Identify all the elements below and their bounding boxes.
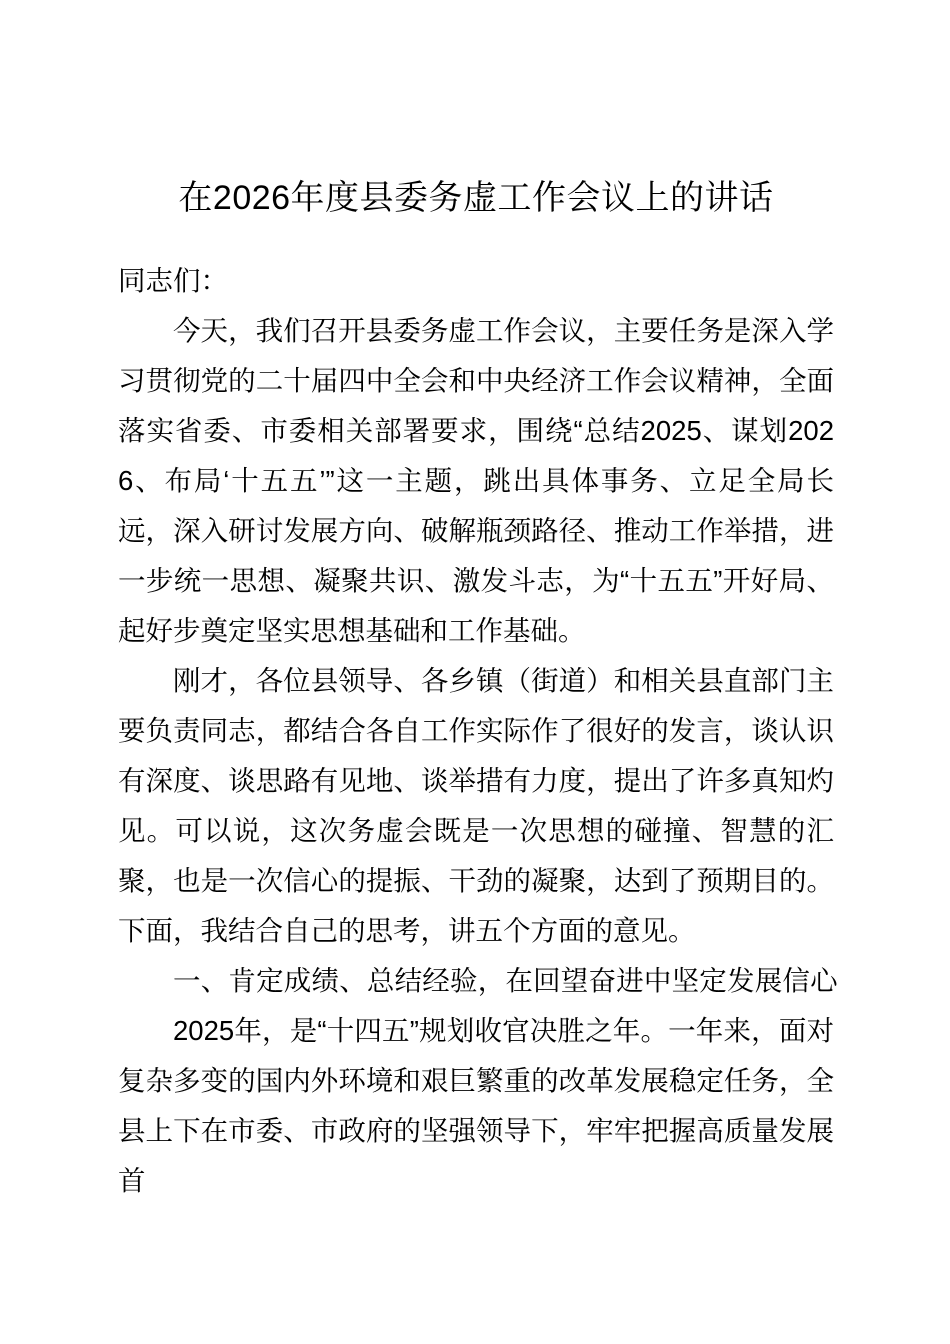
page-title: 在2026年度县委务虚工作会议上的讲话 <box>178 179 774 217</box>
page-content-column <box>118 0 838 1206</box>
section-heading-1: 一、肯定成绩、总结经验，在回望奋进中坚定发展信心 <box>173 965 838 996</box>
body-paragraph-2: 刚才，各位县领导、各乡镇（街道）和相关县直部门主要负责同志，都结合各自工作实际作了很好的发言，谈认识有深度、谈思路有见地、谈举措有力度，提出了许多真知灼见。可以说，这次务虚会既是一次思想的碰撞、智慧的汇聚，也是一次信心的提振、干劲的凝聚，达到了预期目的。下面，我结合自己的思考，讲五个方面的意见。 <box>118 665 834 946</box>
body-paragraph-1: 今天，我们召开县委务虚工作会议，主要任务是深入学习贯彻党的二十届四中全会和中央经济工作会议精神，全面落实省委、市委相关部署要求，围绕“总结2025、谋划2026、布局‘十五五’”这一主题，跳出具体事务、立足全局长远，深入研讨发展方向、破解瓶颈路径、推动工作举措，进一步统一思想、凝聚共识、激发斗志，为“十五五”开好局、起好步奠定坚实思想基础和工作基础。 <box>118 315 834 646</box>
salutation-line: 同志们： <box>118 265 228 296</box>
section-paragraph-1: 2025年，是“十四五”规划收官决胜之年。一年来，面对复杂多变的国内外环境和艰巨繁重的改革发展稳定任务，全县上下在市委、市政府的坚强领导下，牢牢把握高质量发展首 <box>118 1015 834 1196</box>
